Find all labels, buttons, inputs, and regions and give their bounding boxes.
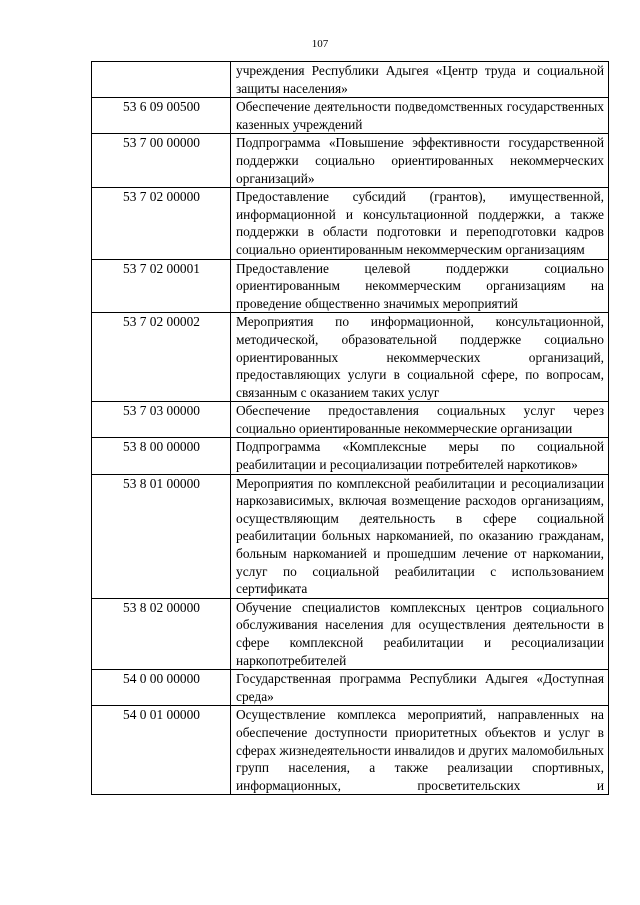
- code-cell: 53 7 02 00002: [92, 313, 231, 402]
- description-cell: Обеспечение деятельности подведомственных государственных казенных учреждений: [231, 98, 609, 134]
- description-cell: Государственная программа Республики Адыгея «Доступная среда»: [231, 670, 609, 706]
- table-row: [92, 98, 609, 134]
- code-cell: [92, 62, 231, 98]
- description-cell: Осуществление комплекса мероприятий, направленных на обеспечение доступности приоритетных объектов и услуг в сферах жизнедеятельности инвалидов и других маломобильных групп населения, а также реализации спортивных, информационных, просветительских и: [231, 706, 609, 795]
- code-cell: 53 7 00 00000: [92, 134, 231, 188]
- description-cell: учреждения Республики Адыгея «Центр труда и социальной защиты населения»: [231, 62, 609, 98]
- table-row: [92, 313, 609, 402]
- table-row: [92, 188, 609, 259]
- description-cell: Предоставление целевой поддержки социально ориентированным некоммерческим организациям на проведение общественно значимых мероприятий: [231, 259, 609, 313]
- code-cell: 53 8 00 00000: [92, 438, 231, 474]
- code-cell: 54 0 01 00000: [92, 706, 231, 795]
- table-row: [92, 598, 609, 669]
- description-cell: Предоставление субсидий (грантов), имущественной, информационной и консультационной поддержки, а также поддержки в области подготовки и переподготовки кадров социально ориентированным некоммерческим организациям: [231, 188, 609, 259]
- table-row: [92, 259, 609, 313]
- description-cell: Мероприятия по информационной, консультационной, методической, образовательной поддержке социально ориентированных некоммерческих организаций, предоставляющих услуги в социальной сфере, по вопросам, связанным с оказанием таких услуг: [231, 313, 609, 402]
- description-cell: Мероприятия по комплексной реабилитации и ресоциализации наркозависимых, включая возмещение расходов организациям, осуществляющим деятельность в сфере социальной реабилитации больных наркоманией, по оказанию гражданам, больным наркоманией и прошедшим лечение от наркомании, услуг по социальной реабилитации с использованием сертификата: [231, 474, 609, 598]
- description-cell: Подпрограмма «Повышение эффективности государственной поддержки социально ориентированных некоммерческих организаций»: [231, 134, 609, 188]
- table-row: [92, 402, 609, 438]
- code-cell: 53 6 09 00500: [92, 98, 231, 134]
- table-row: [92, 670, 609, 706]
- budget-code-table: [91, 61, 609, 795]
- page-number: 107: [311, 38, 329, 50]
- code-cell: 53 8 02 00000: [92, 598, 231, 669]
- code-cell: 53 8 01 00000: [92, 474, 231, 598]
- code-cell: 53 7 03 00000: [92, 402, 231, 438]
- table-row: [92, 62, 609, 98]
- code-cell: 54 0 00 00000: [92, 670, 231, 706]
- table-row: [92, 706, 609, 795]
- description-cell: Обучение специалистов комплексных центров социального обслуживания населения для осуществления деятельности в сфере комплексной реабилитации и ресоциализации наркопотребителей: [231, 598, 609, 669]
- table-row: [92, 134, 609, 188]
- description-cell: Подпрограмма «Комплексные меры по социальной реабилитации и ресоциализации потребителей наркотиков»: [231, 438, 609, 474]
- description-cell: Обеспечение предоставления социальных услуг через социально ориентированные некоммерческие организации: [231, 402, 609, 438]
- code-cell: 53 7 02 00000: [92, 188, 231, 259]
- code-cell: 53 7 02 00001: [92, 259, 231, 313]
- table-row: [92, 474, 609, 598]
- table-row: [92, 438, 609, 474]
